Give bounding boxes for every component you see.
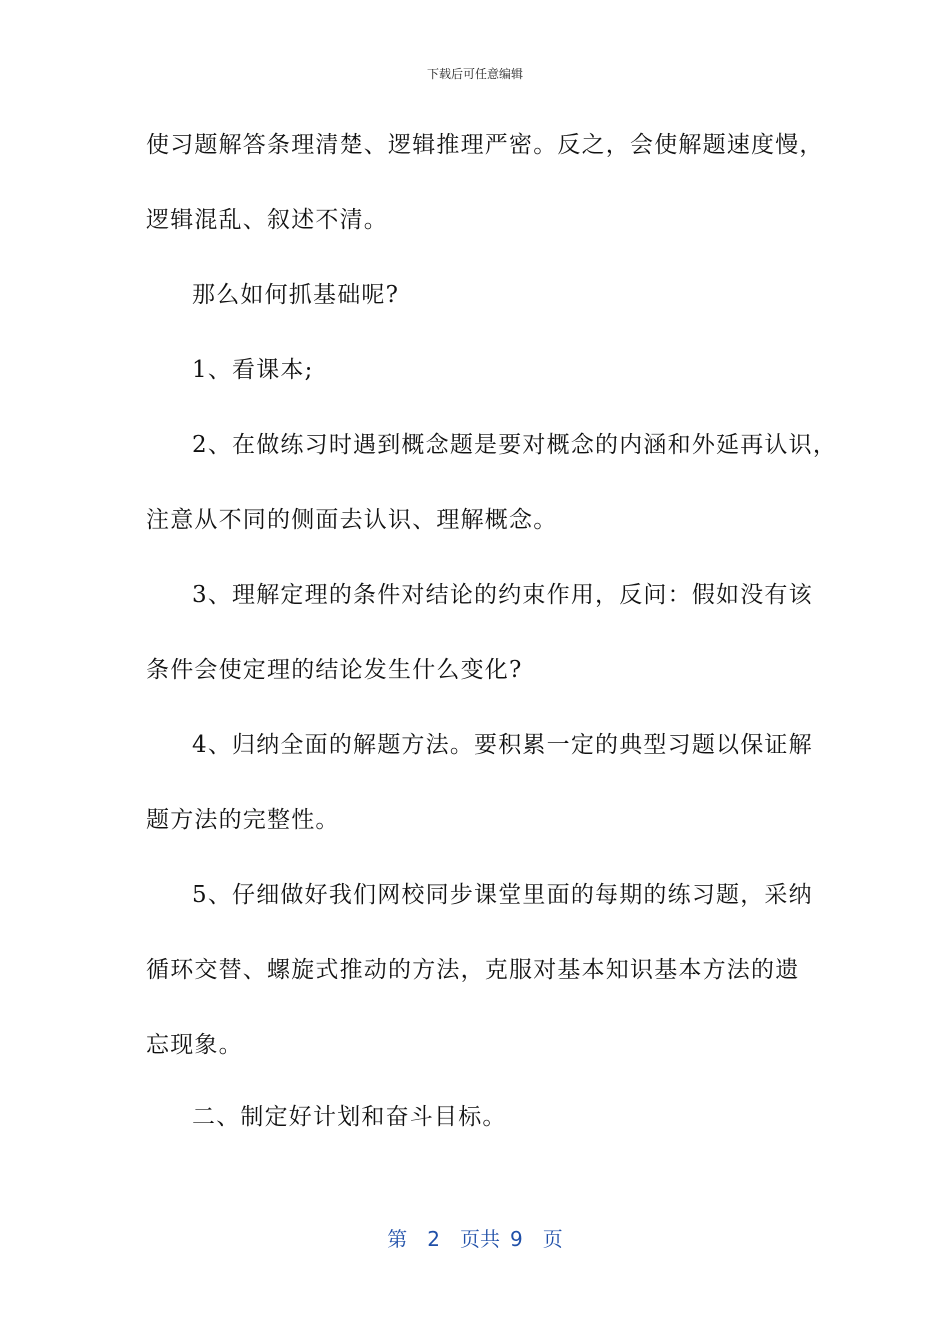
- body-line: 5、仔细做好我们网校同步课堂里面的每期的练习题，采纳: [192, 882, 813, 908]
- page-header: 下载后可任意编辑: [426, 67, 523, 81]
- body-line: 注意从不同的侧面去认识、理解概念。: [146, 507, 558, 533]
- footer-suffix: 页: [542, 1227, 563, 1251]
- body-line: 4、归纳全面的解题方法。要积累一定的典型习题以保证解: [192, 732, 813, 758]
- body-line: 使习题解答条理清楚、逻辑推理严密。反之，会使解题速度慢，: [146, 132, 824, 158]
- body-line: 逻辑混乱、叙述不清。: [146, 207, 388, 233]
- body-line: 那么如何抓基础呢?: [192, 282, 400, 308]
- footer-total-pages: 9: [510, 1227, 523, 1251]
- body-line: 1、看课本;: [192, 357, 314, 383]
- footer-current-page: 2: [427, 1227, 440, 1251]
- body-line: 3、理解定理的条件对结论的约束作用，反问：假如没有该: [192, 582, 813, 608]
- footer-middle: 页共: [460, 1227, 500, 1251]
- body-line: 2、在做练习时遇到概念题是要对概念的内涵和外延再认识，: [192, 432, 838, 458]
- footer-prefix: 第: [387, 1227, 408, 1251]
- body-line: 二、制定好计划和奋斗目标。: [192, 1104, 507, 1130]
- body-line: 忘现象。: [146, 1032, 243, 1058]
- body-line: 条件会使定理的结论发生什么变化?: [146, 657, 523, 683]
- body-line: 题方法的完整性。: [146, 807, 340, 833]
- body-line: 循环交替、螺旋式推动的方法，克服对基本知识基本方法的遗: [146, 957, 800, 983]
- page-footer: [0, 1226, 950, 1252]
